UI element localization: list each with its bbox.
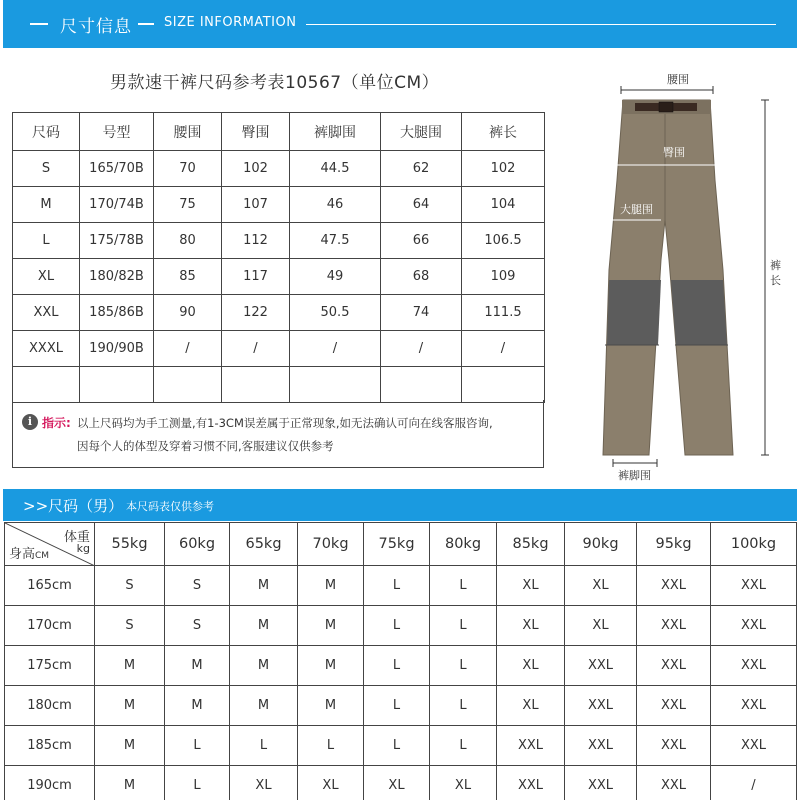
table-cell: / bbox=[222, 331, 290, 367]
size-cell: M bbox=[298, 686, 364, 726]
table-cell: XL bbox=[13, 259, 80, 295]
table-cell: / bbox=[290, 331, 381, 367]
length-label-2: 长 bbox=[770, 274, 781, 287]
table-cell: 107 bbox=[222, 187, 290, 223]
size-cell: XL bbox=[298, 766, 364, 800]
table-cell: 112 bbox=[222, 223, 290, 259]
table-cell bbox=[290, 367, 381, 403]
table-cell: 49 bbox=[290, 259, 381, 295]
table-row bbox=[13, 223, 545, 259]
size-cell: M bbox=[298, 566, 364, 606]
table-row bbox=[13, 367, 545, 403]
table-cell: 180/82B bbox=[80, 259, 154, 295]
height-header: 190cm bbox=[5, 766, 95, 800]
size-cell: XL bbox=[565, 606, 637, 646]
height-header: 175cm bbox=[5, 646, 95, 686]
size-cell: S bbox=[95, 606, 165, 646]
table-cell: 70 bbox=[154, 151, 222, 187]
size-cell: XL bbox=[497, 606, 565, 646]
banner-rule bbox=[306, 24, 776, 25]
table-cell bbox=[13, 367, 80, 403]
height-header: 185cm bbox=[5, 726, 95, 766]
size-cell: S bbox=[95, 566, 165, 606]
size-cell: L bbox=[364, 686, 430, 726]
size-cell: XXL bbox=[637, 766, 711, 800]
weight-header: 80kg bbox=[430, 523, 497, 566]
table-cell bbox=[381, 367, 462, 403]
note-label: 指示: bbox=[42, 416, 71, 430]
table-row bbox=[13, 259, 545, 295]
table-row bbox=[13, 295, 545, 331]
table-cell: 46 bbox=[290, 187, 381, 223]
size-cell: S bbox=[165, 566, 230, 606]
column-header: 裤长 bbox=[462, 113, 545, 151]
size-cell: M bbox=[298, 606, 364, 646]
size-table-header-row bbox=[13, 113, 545, 151]
size-cell: L bbox=[298, 726, 364, 766]
size-cell: XXL bbox=[637, 646, 711, 686]
banner-dash bbox=[138, 23, 154, 25]
size-cell: XXL bbox=[497, 726, 565, 766]
size-cell: XXL bbox=[711, 566, 797, 606]
size-cell: L bbox=[364, 606, 430, 646]
height-header: 165cm bbox=[5, 566, 95, 606]
weight-header: 100kg bbox=[711, 523, 797, 566]
size-cell: M bbox=[95, 686, 165, 726]
table-cell bbox=[222, 367, 290, 403]
table-cell: 85 bbox=[154, 259, 222, 295]
recommend-banner bbox=[3, 489, 797, 521]
banner-title-en: SIZE INFORMATION bbox=[164, 15, 297, 30]
size-cell: L bbox=[430, 566, 497, 606]
column-header: 臀围 bbox=[222, 113, 290, 151]
size-table bbox=[12, 112, 545, 403]
size-cell: M bbox=[230, 686, 298, 726]
table-cell bbox=[80, 367, 154, 403]
height-header: 170cm bbox=[5, 606, 95, 646]
size-cell: XXL bbox=[565, 646, 637, 686]
height-axis-text: 身高 bbox=[9, 547, 36, 562]
table-row bbox=[5, 606, 797, 646]
table-cell: 47.5 bbox=[290, 223, 381, 259]
note-line-2: 因每个人的体型及穿着习惯不同,客服建议仅供参考 bbox=[77, 439, 334, 453]
size-cell: XL bbox=[565, 566, 637, 606]
weight-header: 95kg bbox=[637, 523, 711, 566]
size-cell: XXL bbox=[637, 566, 711, 606]
table-cell: XXXL bbox=[13, 331, 80, 367]
table-cell: M bbox=[13, 187, 80, 223]
table-row bbox=[5, 766, 797, 800]
table-cell: 102 bbox=[222, 151, 290, 187]
measurement-note bbox=[12, 400, 544, 468]
size-info-banner bbox=[3, 0, 797, 48]
size-cell: XXL bbox=[565, 766, 637, 800]
size-cell: L bbox=[364, 726, 430, 766]
weight-header: 85kg bbox=[497, 523, 565, 566]
table-cell: 50.5 bbox=[290, 295, 381, 331]
size-cell: XXL bbox=[711, 606, 797, 646]
hem-label: 裤脚围 bbox=[618, 469, 651, 482]
size-cell: XL bbox=[497, 566, 565, 606]
table-cell: XXL bbox=[13, 295, 80, 331]
size-recommendation-table bbox=[4, 522, 797, 800]
size-cell: XXL bbox=[711, 646, 797, 686]
column-header: 号型 bbox=[80, 113, 154, 151]
height-unit-label: CM bbox=[35, 551, 50, 561]
table-cell: 62 bbox=[381, 151, 462, 187]
table-cell: 80 bbox=[154, 223, 222, 259]
table-cell: 175/78B bbox=[80, 223, 154, 259]
table-row bbox=[5, 726, 797, 766]
size-cell: L bbox=[430, 686, 497, 726]
table-cell: 75 bbox=[154, 187, 222, 223]
size-cell: XL bbox=[364, 766, 430, 800]
table-row bbox=[13, 187, 545, 223]
size-cell: L bbox=[165, 766, 230, 800]
table-cell: 104 bbox=[462, 187, 545, 223]
size-cell: XXL bbox=[565, 726, 637, 766]
size-cell: M bbox=[95, 646, 165, 686]
weight-header: 70kg bbox=[298, 523, 364, 566]
table-cell: 106.5 bbox=[462, 223, 545, 259]
table-cell bbox=[462, 367, 545, 403]
note-line-1: 以上尺码均为手工测量,有1-3CM误差属于正常现象,如无法确认可向在线客服咨询, bbox=[77, 416, 493, 430]
size-cell: L bbox=[364, 646, 430, 686]
size-cell: M bbox=[230, 566, 298, 606]
table-cell: 122 bbox=[222, 295, 290, 331]
table-row bbox=[5, 646, 797, 686]
column-header: 尺码 bbox=[13, 113, 80, 151]
table-cell: 68 bbox=[381, 259, 462, 295]
pants-measurement-diagram bbox=[595, 70, 795, 490]
table-cell: 44.5 bbox=[290, 151, 381, 187]
table-cell: 64 bbox=[381, 187, 462, 223]
table-cell: / bbox=[462, 331, 545, 367]
size-cell: / bbox=[711, 766, 797, 800]
size-cell: M bbox=[298, 646, 364, 686]
table-cell: 117 bbox=[222, 259, 290, 295]
weight-height-corner-cell bbox=[5, 523, 95, 566]
size-cell: L bbox=[165, 726, 230, 766]
column-header: 大腿围 bbox=[381, 113, 462, 151]
size-cell: S bbox=[165, 606, 230, 646]
table-cell: 190/90B bbox=[80, 331, 154, 367]
table-row bbox=[13, 331, 545, 367]
table-cell: / bbox=[154, 331, 222, 367]
size-cell: L bbox=[230, 726, 298, 766]
weight-header: 60kg bbox=[165, 523, 230, 566]
height-header: 180cm bbox=[5, 686, 95, 726]
table-cell: 185/86B bbox=[80, 295, 154, 331]
table-cell: 74 bbox=[381, 295, 462, 331]
size-cell: L bbox=[430, 646, 497, 686]
table-row bbox=[5, 566, 797, 606]
hip-label: 臀围 bbox=[663, 146, 685, 159]
banner-title-cn: 尺寸信息 bbox=[60, 17, 132, 37]
size-cell: XXL bbox=[637, 726, 711, 766]
height-axis-label bbox=[9, 543, 49, 562]
recommend-subtitle: 本尺码表仅供参考 bbox=[126, 500, 214, 513]
table-cell: 102 bbox=[462, 151, 545, 187]
table-cell: L bbox=[13, 223, 80, 259]
banner-dash bbox=[30, 23, 48, 25]
weight-header: 65kg bbox=[230, 523, 298, 566]
size-cell: XL bbox=[230, 766, 298, 800]
size-cell: XXL bbox=[565, 686, 637, 726]
table-cell: 111.5 bbox=[462, 295, 545, 331]
table-cell: 170/74B bbox=[80, 187, 154, 223]
size-cell: XXL bbox=[637, 686, 711, 726]
size-cell: M bbox=[95, 766, 165, 800]
size-cell: M bbox=[165, 646, 230, 686]
weight-header: 75kg bbox=[364, 523, 430, 566]
column-header: 腰围 bbox=[154, 113, 222, 151]
table-cell: / bbox=[381, 331, 462, 367]
size-table-title: 男款速干裤尺码参考表10567（单位CM） bbox=[110, 73, 440, 93]
table-cell: 90 bbox=[154, 295, 222, 331]
size-cell: L bbox=[430, 606, 497, 646]
size-cell: XL bbox=[497, 646, 565, 686]
table-cell: S bbox=[13, 151, 80, 187]
weight-unit-label: kg bbox=[76, 542, 90, 555]
size-cell: M bbox=[230, 606, 298, 646]
column-header: 裤脚围 bbox=[290, 113, 381, 151]
size-cell: M bbox=[230, 646, 298, 686]
table-row bbox=[13, 151, 545, 187]
thigh-label: 大腿围 bbox=[620, 203, 653, 216]
weight-header-row bbox=[5, 523, 797, 566]
size-cell: XXL bbox=[637, 606, 711, 646]
table-cell: 66 bbox=[381, 223, 462, 259]
size-cell: L bbox=[430, 726, 497, 766]
weight-axis-label: 体重 bbox=[63, 530, 90, 545]
size-cell: M bbox=[165, 686, 230, 726]
length-label-1: 裤 bbox=[770, 259, 781, 272]
info-icon: i bbox=[22, 414, 38, 430]
size-cell: XL bbox=[430, 766, 497, 800]
pants-illustration bbox=[595, 70, 795, 490]
table-cell: 109 bbox=[462, 259, 545, 295]
size-cell: L bbox=[364, 566, 430, 606]
size-cell: XXL bbox=[497, 766, 565, 800]
size-cell: XL bbox=[497, 686, 565, 726]
table-row bbox=[5, 686, 797, 726]
table-cell: 165/70B bbox=[80, 151, 154, 187]
weight-header: 90kg bbox=[565, 523, 637, 566]
size-cell: M bbox=[95, 726, 165, 766]
size-cell: XXL bbox=[711, 726, 797, 766]
table-cell bbox=[154, 367, 222, 403]
waist-label: 腰围 bbox=[667, 73, 689, 86]
weight-header: 55kg bbox=[95, 523, 165, 566]
recommend-title: >>尺码（男） bbox=[23, 497, 124, 515]
size-cell: XXL bbox=[711, 686, 797, 726]
